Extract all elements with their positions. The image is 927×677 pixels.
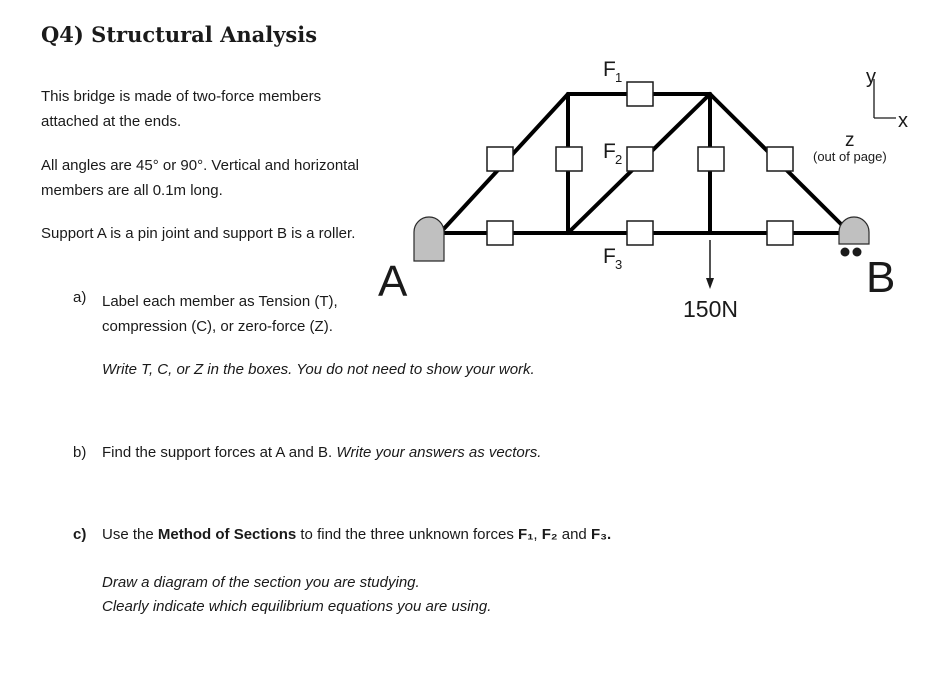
answer-box[interactable] (698, 147, 724, 171)
axis-z-note: (out of page) (813, 149, 887, 164)
intro-angles: All angles are 45° or 90°. Vertical and horizontal members are all 0.1m long. (41, 157, 360, 199)
part-c-method: Method of Sections (157, 526, 297, 543)
force-f2-letter: F (603, 140, 616, 163)
force-f3-sub: 3 (615, 257, 623, 272)
part-c-f2: F₂ (541, 526, 558, 543)
part-a-letter: a) (73, 289, 87, 306)
force-f1-sub: 1 (615, 70, 623, 85)
part-c-sep: , (533, 526, 538, 543)
answer-box[interactable] (627, 147, 653, 171)
part-a-note: Write T, C, or Z in the boxes. You do not need to show your work. (102, 361, 535, 378)
answer-box[interactable] (767, 147, 793, 171)
answer-box[interactable] (487, 221, 513, 245)
answer-box[interactable] (556, 147, 582, 171)
roller-wheel (853, 248, 862, 257)
answer-box[interactable] (767, 221, 793, 245)
part-c-note-equations: Clearly indicate which equilibrium equations you are using. (102, 598, 492, 615)
part-c-note-diagram: Draw a diagram of the section you are studying. (102, 574, 420, 591)
part-c-f1: F₁ (518, 526, 534, 543)
axis-z-label: z (845, 130, 855, 151)
label-b: B (866, 253, 896, 302)
part-c-text-mid: to find the three unknown forces (300, 526, 514, 543)
part-c-and: and (561, 526, 587, 543)
force-f3-letter: F (603, 245, 616, 268)
support-b-roller (839, 217, 869, 244)
part-b-letter: b) (73, 444, 87, 461)
part-b-question: Find the support forces at A and B. (102, 444, 333, 461)
answer-box[interactable] (627, 221, 653, 245)
intro-supports: Support A is a pin joint and support B is a roller. (41, 225, 356, 242)
part-a-text: Label each member as Tension (T), compression (C), or zero-force (Z). (102, 293, 338, 335)
label-a: A (378, 257, 408, 306)
part-c-letter: c) (73, 526, 87, 543)
force-f1-letter: F (603, 58, 616, 81)
axis-x-label: x (898, 110, 908, 132)
load-label: 150N (683, 296, 738, 322)
intro-members: This bridge is made of two-force members attached at the ends. (41, 88, 322, 130)
load-arrowhead-icon (706, 278, 714, 289)
part-b-note: Write your answers as vectors. (336, 444, 542, 461)
axis-y-label: y (866, 66, 876, 88)
part-c-f3: F₃. (590, 526, 612, 543)
answer-box[interactable] (487, 147, 513, 171)
roller-wheel (841, 248, 850, 257)
support-a-pin (414, 217, 444, 261)
force-f2-sub: 2 (615, 152, 623, 167)
part-c-text-pre: Use the (102, 526, 154, 543)
answer-box[interactable] (627, 82, 653, 106)
page-title: Q4) Structural Analysis (41, 22, 318, 47)
